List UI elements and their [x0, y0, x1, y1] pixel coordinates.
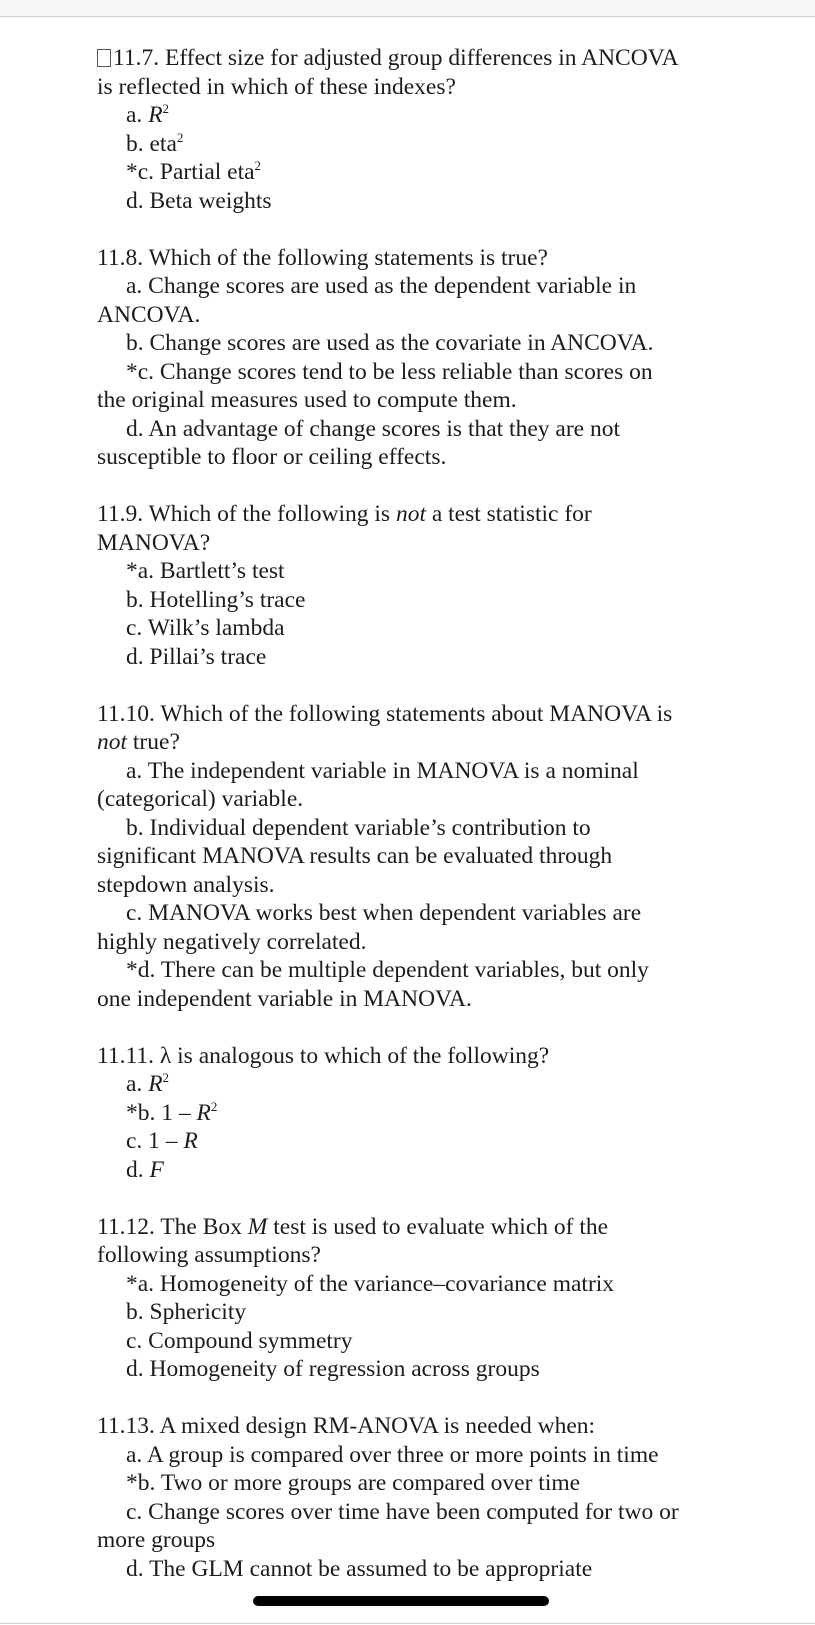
option-d: d. Pillai’s trace: [126, 643, 267, 670]
question-stem: 11.12. The Box M test is used to evaluate which of the following assumptions?: [97, 1213, 609, 1268]
option-a-correct: *a. Homogeneity of the variance–covariance matrix: [126, 1270, 615, 1297]
option-d: d. Homogeneity of regression across groups: [126, 1356, 540, 1382]
option-c-correct: *c. Partial eta$^2$: [126, 158, 262, 185]
option-c: c. Compound symmetry: [126, 1327, 353, 1354]
question-11-10: [97, 700, 717, 1014]
question-stem: 11.10. Which of the following statements about MANOVA is not true?: [97, 700, 673, 755]
question-11-7: [97, 44, 717, 215]
option-c: c. Wilk’s lambda: [126, 615, 285, 641]
question-stem: 11.8. Which of the following statements is true?: [97, 244, 548, 271]
top-toolbar-strip: [0, 0, 815, 17]
option-d: d. An advantage of change scores is that they are not susceptible to floor or ceiling effects.: [97, 415, 620, 470]
question-stem: 11.9. Which of the following is not a test statistic for MANOVA?: [97, 501, 592, 556]
option-a: a. $R^2$: [126, 1070, 170, 1097]
question-11-8: [97, 244, 717, 472]
home-indicator-bar[interactable]: [253, 1596, 549, 1606]
option-c-correct: *c. Change scores tend to be less reliable than scores on the original measures used to compute them.: [97, 358, 653, 413]
question-11-13: [97, 1412, 717, 1583]
option-a: a. Change scores are used as the dependent variable in ANCOVA.: [97, 273, 637, 328]
question-stem: 11.7. Effect size for adjusted group differences in ANCOVA is reflected in which of these indexes?: [97, 45, 679, 100]
option-c: c. Change scores over time have been computed for two or more groups: [97, 1498, 679, 1553]
option-d: d. F: [126, 1156, 164, 1183]
option-b: b. eta$^2$: [126, 129, 184, 157]
bottom-divider: [0, 1623, 815, 1624]
option-c: c. MANOVA works best when dependent variables are highly negatively correlated.: [97, 900, 642, 955]
question-11-11: [97, 1042, 717, 1185]
question-11-12: [97, 1213, 717, 1384]
document-page: [97, 44, 717, 1612]
option-a: a. The independent variable in MANOVA is a nominal (categorical) variable.: [97, 757, 639, 812]
option-b-correct: *b. Two or more groups are compared over time: [126, 1470, 581, 1496]
question-stem: 11.13. A mixed design RM-ANOVA is needed when:: [97, 1413, 596, 1439]
option-d-correct: *d. There can be multiple dependent variables, but only one independent variable in MANOVA.: [97, 957, 649, 1012]
option-a-correct: *a. Bartlett’s test: [126, 558, 285, 584]
option-c: c. 1 – R: [126, 1128, 198, 1154]
option-b: b. Hotelling’s trace: [126, 586, 306, 613]
option-d: d. Beta weights: [126, 187, 272, 214]
option-b: b. Individual dependent variable’s contribution to significant MANOVA results can be evaluated through stepdown analysis.: [97, 814, 613, 898]
option-b: b. Sphericity: [126, 1299, 247, 1325]
option-d: d. The GLM cannot be assumed to be appropriate: [126, 1555, 593, 1582]
option-b-correct: *b. $1 - R^2$: [126, 1098, 218, 1126]
question-stem: 11.11. λ is analogous to which of the following?: [97, 1042, 550, 1069]
question-11-9: [97, 500, 717, 671]
missing-glyph-box: [97, 49, 111, 67]
option-a: a. $R^2$: [126, 101, 170, 128]
option-a: a. A group is compared over three or more points in time: [126, 1441, 659, 1468]
option-b: b. Change scores are used as the covariate in ANCOVA.: [126, 330, 654, 356]
